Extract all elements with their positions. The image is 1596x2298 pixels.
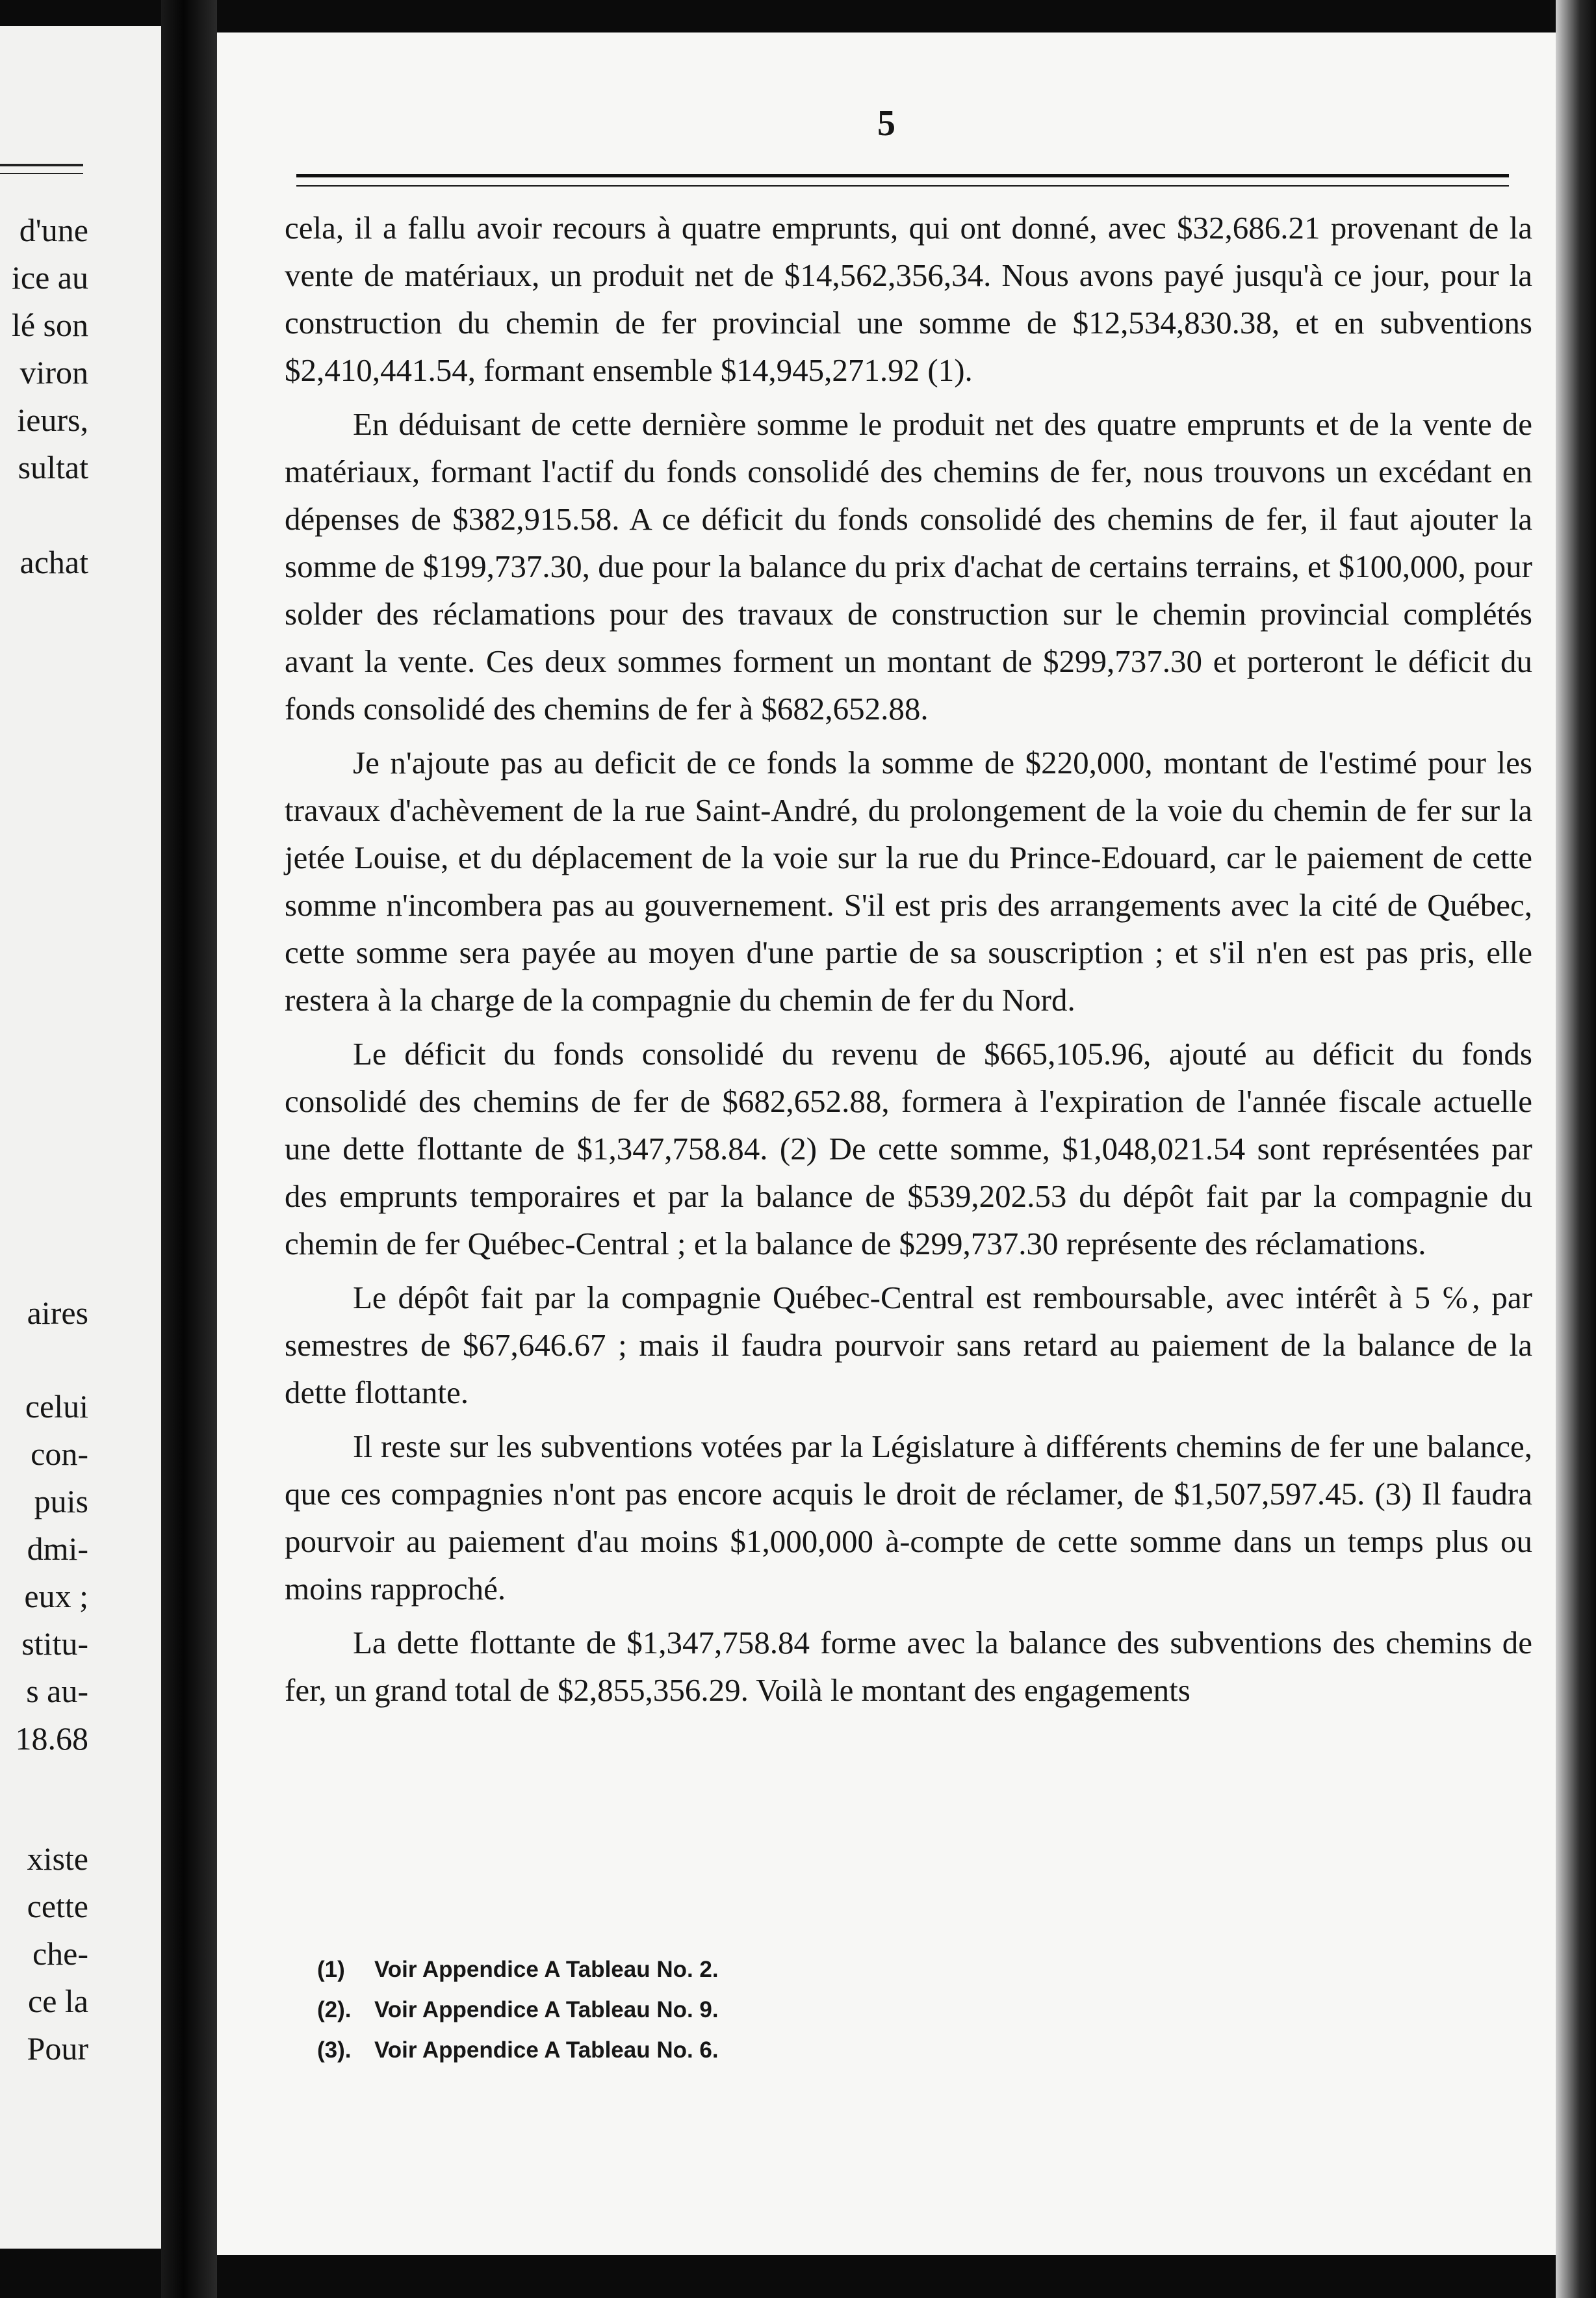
facing-page-fragment: achat [19, 544, 88, 580]
facing-page-fragment: s au- [26, 1673, 88, 1709]
paragraph: En déduisant de cette dernière somme le produit net des quatre emprunts et de la vente de matériaux, formant l'actif du fonds consolidé des chemins de fer, nous trouvons un excédant en dépenses de $382,915.58. A ce déficit du fonds consolidé des chemins de fer, il faut ajouter la somme de $199,737.30, due pour la balance du prix d'achat de certains terrains, et $100,000, pour solder des réclamations pour des travaux de construction sur le chemin provincial complétés avant la vente. Ces deux sommes forment un montant de $299,737.30 et porteront le déficit du fonds consolidé des chemins de fer à $682,652.88. [285, 406, 1532, 727]
paragraph: Je n'ajoute pas au deficit de ce fonds la somme de $220,000, montant de l'estimé pour les travaux d'achèvement de la rue Saint-André, du prolongement de la voie du chemin de fer sur la jetée Louise, et du déplacement de la voie sur la rue du Prince-Edouard, car le paiement de cette somme n'incombera pas au gouvernement. S'il est pris des arrangements avec la cité de Québec, cette somme sera payée au moyen d'une partie de sa souscription ; et s'il n'en est pas pris, elle restera à la charge de la compagnie du chemin de fer du Nord. [285, 745, 1532, 1018]
facing-page-fragment: celui [25, 1388, 88, 1425]
facing-page-fragment: puis [34, 1483, 88, 1519]
footnote [317, 2030, 1292, 2071]
paragraph: cela, il a fallu avoir recours à quatre emprunts, qui ont donné, avec $32,686.21 provenant de la vente de matériaux, un produit net de $14,562,356,34. Nous avons payé jusqu'à ce jour, pour la construction du chemin de fer provincial une somme de $12,534,830.38, et en subventions $2,410,441.54, formant ensemble $14,945,271.92 (1). [285, 210, 1532, 388]
facing-page-fragment: con- [31, 1436, 88, 1472]
facing-page-fragment: dmi- [27, 1530, 88, 1567]
facing-page-fragment: stitu- [21, 1625, 88, 1662]
footnote-text: Voir Appendice A Tableau No. 2. [374, 1957, 719, 1982]
footnote [317, 1950, 1292, 1990]
scan-edge [1556, 0, 1596, 2298]
page-number: 5 [877, 103, 895, 144]
facing-page-fragment: eux ; [24, 1578, 88, 1614]
document-page [217, 32, 1556, 2255]
facing-page-fragment: Pour [27, 2030, 88, 2067]
facing-page-edge [0, 26, 161, 2249]
footnotes [317, 1950, 1292, 2071]
paragraph: Le dépôt fait par la compagnie Québec-Central est remboursable, avec intérêt à 5 ℅, par semestres de $67,646.67 ; mais il faudra pourvoir sans retard au paiement de la balance de la dette flottante. [285, 1280, 1532, 1410]
facing-page-fragment: ieurs, [17, 402, 88, 438]
footnote-marker: (1) [317, 1957, 345, 1982]
facing-page-fragment: che- [32, 1935, 88, 1972]
footnote [317, 1990, 1292, 2030]
header-rule [296, 174, 1509, 187]
paragraph: Il reste sur les subventions votées par la Législature à différents chemins de fer une balance, que ces compagnies n'ont pas encore acquis le droit de réclamer, de $1,507,597.45. (3) Il faudra pourvoir au paiement d'au moins $1,000,000 à-compte de cette somme dans un temps plus ou moins rapproché. [285, 1428, 1532, 1607]
paragraph: Le déficit du fonds consolidé du revenu de $665,105.96, ajouté au déficit du fonds consolidé des chemins de fer de $682,652.88, formera à l'expiration de l'année fiscale actuelle une dette flottante de $1,347,758.84. (2) De cette somme, $1,048,021.54 sont représentées par des emprunts temporaires et par la balance de $539,202.53 du dépôt fait par la compagnie du chemin de fer Québec-Central ; et la balance de $299,737.30 représente des réclamations. [285, 1036, 1532, 1261]
footnote-marker: (3). [317, 2037, 352, 2063]
footnote-text: Voir Appendice A Tableau No. 6. [374, 2037, 719, 2063]
facing-page-fragment: ce la [28, 1983, 88, 2019]
facing-page-rule [0, 164, 83, 174]
footnote-marker: (2). [317, 1997, 352, 2022]
facing-page-fragment: 18.68 [15, 1720, 88, 1757]
facing-page-fragment: ice au [12, 259, 88, 296]
facing-page-fragment: lé son [11, 307, 88, 343]
facing-page-fragment: viron [19, 354, 88, 391]
facing-page-fragment: xiste [27, 1840, 88, 1877]
body-text [285, 204, 1532, 1720]
footnote-text: Voir Appendice A Tableau No. 9. [374, 1997, 719, 2022]
paragraph: La dette flottante de $1,347,758.84 forme avec la balance des subventions des chemins de fer, un grand total de $2,855,356.29. Voilà le montant des engagements [285, 1625, 1532, 1708]
facing-page-fragment: d'une [19, 212, 88, 248]
book-gutter [161, 0, 217, 2298]
facing-page-fragment: sultat [18, 449, 88, 485]
facing-page-fragment: cette [27, 1888, 88, 1924]
facing-page-fragment: aires [27, 1295, 88, 1331]
